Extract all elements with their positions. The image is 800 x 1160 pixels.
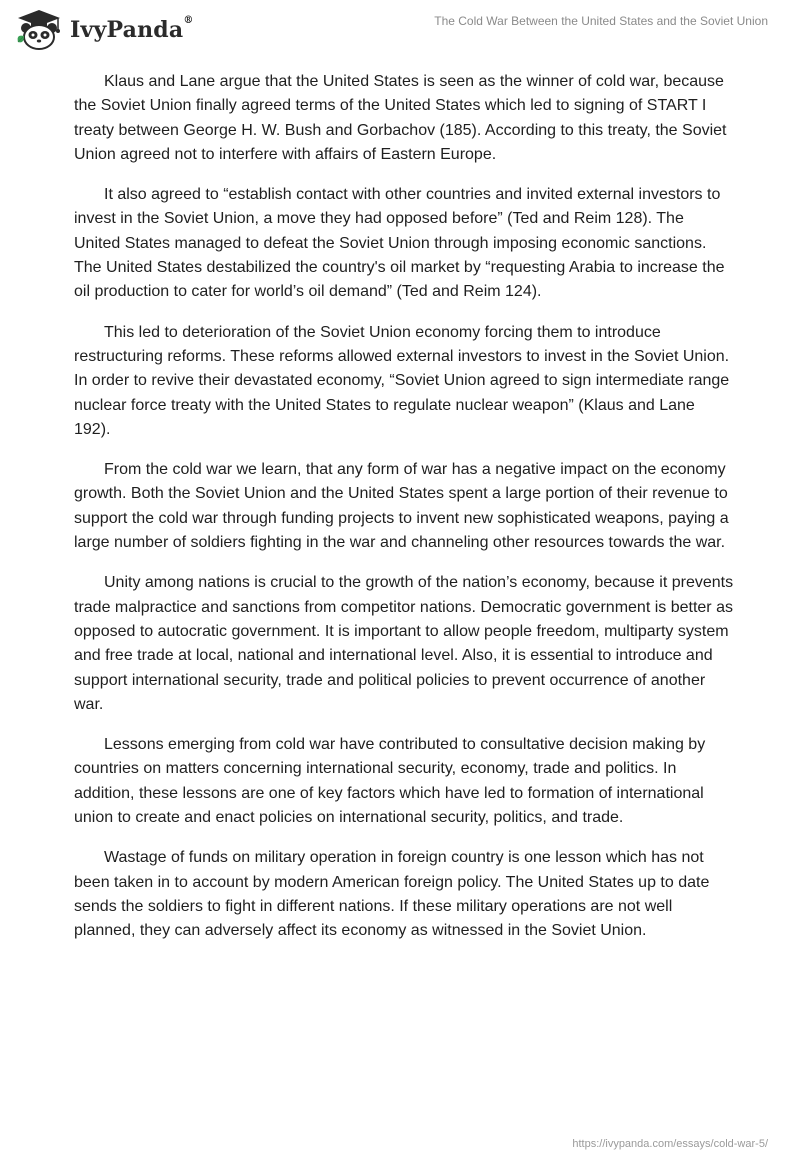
- source-url-link[interactable]: https://ivypanda.com/essays/cold-war-5/: [572, 1138, 768, 1150]
- ivypanda-logo[interactable]: [14, 8, 194, 52]
- brand-name: IvyPanda®: [70, 15, 194, 43]
- essay-body: [74, 70, 734, 960]
- paragraph: This led to deterioration of the Soviet Union economy forcing them to introduce restructuring reforms. These reforms allowed external investors to invest in the Soviet Union. In order to revive their devastated economy, “Soviet Union agreed to sign intermediate range nuclear force treaty with the United States to regulate nuclear weapon” (Klaus and Lane 192).: [74, 323, 730, 438]
- paragraph: Unity among nations is crucial to the growth of the nation’s economy, because it prevents trade malpractice and sanctions from competitor nations. Democratic government is better as opposed to autocratic government. It is important to allow people freedom, multiparty system and free trade at local, national and international level. Also, it is essential to introduce and support international security, trade and political policies to prevent occurrence of another war.: [74, 574, 734, 713]
- paragraph: Lessons emerging from cold war have contributed to consultative decision making by countries on matters concerning international security, economy, trade and politics. In addition, these lessons are one of key factors which have led to formation of international union to create and enact policies on international security, politics, and trade.: [74, 736, 706, 827]
- paragraph: It also agreed to “establish contact with other countries and invited external investors to invest in the Soviet Union, a move they had opposed before” (Ted and Reim 128). The United States managed to defeat the Soviet Union through imposing economic sanctions. The United States destabilized the country's oil market by “requesting Arabia to increase the oil production to cater for world’s oil demand” (Ted and Reim 124).: [74, 186, 725, 301]
- panda-graduate-icon: [14, 8, 64, 52]
- registered-mark: ®: [183, 15, 194, 26]
- document-title: The Cold War Between the United States and the Soviet Union: [434, 14, 768, 28]
- paragraph: Wastage of funds on military operation in foreign country is one lesson which has not been taken in to account by modern American foreign policy. The United States up to date sends the soldiers to fight in different nations. If these military operations are not well planned, they can adversely affect its economy as witnessed in the Soviet Union.: [74, 849, 710, 940]
- paragraph: Klaus and Lane argue that the United States is seen as the winner of cold war, because the Soviet Union finally agreed terms of the United States which led to signing of START I treaty between George H. W. Bush and Gorbachov (185). According to this treaty, the Soviet Union agreed not to interfere with affairs of Eastern Europe.: [74, 73, 727, 163]
- paragraph: From the cold war we learn, that any form of war has a negative impact on the economy growth. Both the Soviet Union and the United States spent a large portion of their revenue to support the cold war through funding projects to invent new sophisticated weapons, paying a large number of soldiers fighting in the war and channeling other resources towards the war.: [74, 461, 729, 552]
- page-header: [0, 0, 800, 60]
